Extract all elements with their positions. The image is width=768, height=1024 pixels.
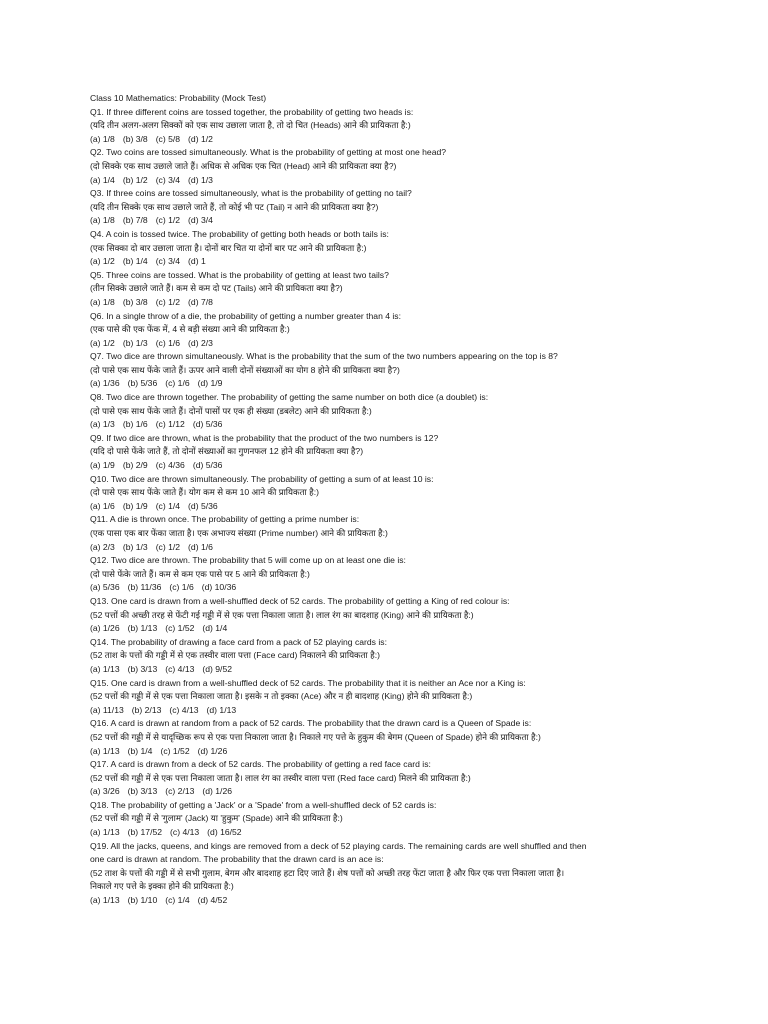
option-b: (b) 1/3 xyxy=(122,541,148,552)
option-c: (c) 1/6 xyxy=(155,337,181,348)
question-1 xyxy=(90,106,690,147)
option-b: (b) 3/8 xyxy=(122,296,148,307)
option-b: (b) 1/9 xyxy=(122,500,148,511)
answer-options xyxy=(90,377,690,391)
option-a: (a) 2/3 xyxy=(90,541,115,552)
option-b: (b) 11/36 xyxy=(127,582,162,593)
answer-options xyxy=(90,418,690,432)
option-a: (a) 1/8 xyxy=(90,133,115,144)
question-14 xyxy=(90,636,690,677)
option-a: (a) 1/8 xyxy=(90,215,115,226)
hindi-translation: (दो पासे एक साथ फेंके जाते हैं। योग कम से कम 10 आने की प्रायिकता है:) xyxy=(90,487,319,498)
option-a: (a) 1/6 xyxy=(90,500,115,511)
option-d: (d) 1/26 xyxy=(202,786,233,797)
question-text: Q18. The probability of getting a 'Jack' or a 'Spade' from a well-shuffled deck of 52 cards is: xyxy=(90,799,437,810)
question-5 xyxy=(90,269,690,310)
option-d: (d) 9/52 xyxy=(202,663,233,674)
option-b: (b) 1/4 xyxy=(127,745,153,756)
question-2 xyxy=(90,146,690,187)
option-b: (b) 7/8 xyxy=(122,215,148,226)
option-a: (a) 1/13 xyxy=(90,827,120,838)
option-d: (d) 16/52 xyxy=(207,827,242,838)
hindi-translation: (एक सिक्का दो बार उछाला जाता है। दोनों बार चित या दोनों बार पट आने की प्रायिकता है:) xyxy=(90,242,367,253)
question-text: Q17. A card is drawn from a deck of 52 cards. The probability of getting a red face card is: xyxy=(90,759,431,770)
answer-options xyxy=(90,174,690,188)
question-text-line-2: one card is drawn at random. The probability that the drawn card is an ace is: xyxy=(90,854,384,865)
answer-options xyxy=(90,745,690,759)
option-d: (d) 1/26 xyxy=(197,745,228,756)
answer-options xyxy=(90,663,690,677)
option-b: (b) 2/13 xyxy=(131,704,162,715)
hindi-translation: (यदि दो पासे फेंके जाते हैं, तो दोनों संख्याओं का गुणनफल 12 होने की प्रायिकता क्या है?) xyxy=(90,446,364,457)
option-b: (b) 3/8 xyxy=(122,133,148,144)
hindi-translation: (52 पत्तों की गड्डी में से एक पत्ता निकाला जाता है। लाल रंग का तस्वीर वाला पत्ता (Red face card) मिलने की प्रायिकता है:) xyxy=(90,772,471,783)
question-17 xyxy=(90,758,690,799)
option-a: (a) 1/2 xyxy=(90,337,115,348)
option-a: (a) 3/26 xyxy=(90,786,120,797)
option-b: (b) 1/13 xyxy=(127,623,158,634)
option-c: (c) 4/13 xyxy=(169,704,199,715)
hindi-translation: (तीन सिक्के उछाले जाते हैं। कम से कम दो पट (Tails) आने की प्रायिकता क्या है?) xyxy=(90,283,343,294)
option-a: (a) 1/13 xyxy=(90,663,120,674)
answer-options xyxy=(90,459,690,473)
option-b: (b) 17/52 xyxy=(127,827,163,838)
option-c: (c) 5/8 xyxy=(155,133,181,144)
option-c: (c) 4/13 xyxy=(165,663,195,674)
option-d: (d) 5/36 xyxy=(188,500,218,511)
option-a: (a) 1/8 xyxy=(90,296,115,307)
option-d: (d) 7/8 xyxy=(188,296,213,307)
option-a: (a) 1/36 xyxy=(90,378,120,389)
hindi-translation: (52 ताश के पत्तों की गड्डी में से एक तस्वीर वाला पत्ता (Face card) निकालने की प्रायिकता है:) xyxy=(90,650,380,661)
hindi-translation: (दो पासे एक साथ फेंके जाते हैं। दोनों पासों पर एक ही संख्या (डबलेट) आने की प्रायिकता है:) xyxy=(90,405,372,416)
question-8 xyxy=(90,391,690,432)
option-b: (b) 1/4 xyxy=(122,256,148,267)
answer-options xyxy=(90,296,690,310)
question-19 xyxy=(90,840,690,908)
hindi-translation-line-1: (52 ताश के पत्तों की गड्डी में से सभी गुलाम, बेगम और बादशाह हटा दिए जाते हैं। शेष पत्तों को अच्छी तरह फेंटा जाता है और फिर एक पत्ता निकाला जाता है। xyxy=(90,867,565,878)
question-text: Q12. Two dice are thrown. The probability that 5 will come up on at least one die is: xyxy=(90,555,406,566)
question-13 xyxy=(90,595,690,636)
option-c: (c) 1/4 xyxy=(155,500,181,511)
worksheet-page xyxy=(90,92,690,908)
option-a: (a) 1/26 xyxy=(90,623,120,634)
question-text: Q14. The probability of drawing a face card from a pack of 52 playing cards is: xyxy=(90,636,387,647)
question-text: Q7. Two dice are thrown simultaneously. What is the probability that the sum of the two numbers appearing on the top is 8? xyxy=(90,351,558,362)
option-d: (d) 1/13 xyxy=(206,704,237,715)
answer-options xyxy=(90,214,690,228)
option-a: (a) 1/13 xyxy=(90,895,120,906)
hindi-translation: (दो पासे एक साथ फेंके जाते हैं। ऊपर आने वाली दोनों संख्याओं का योग 8 होने की प्रायिकता क्या है?) xyxy=(90,364,400,375)
option-a: (a) 1/4 xyxy=(90,174,115,185)
question-3 xyxy=(90,187,690,228)
option-a: (a) 1/9 xyxy=(90,460,115,471)
option-c: (c) 1/2 xyxy=(155,541,181,552)
question-18 xyxy=(90,799,690,840)
hindi-translation: (दो पासे फेंके जाते हैं। कम से कम एक पासे पर 5 आने की प्रायिकता है:) xyxy=(90,568,310,579)
option-b: (b) 1/10 xyxy=(127,895,158,906)
option-d: (d) 1/4 xyxy=(202,623,228,634)
option-c: (c) 1/6 xyxy=(169,582,194,593)
option-d: (d) 5/36 xyxy=(192,419,223,430)
answer-options xyxy=(90,133,690,147)
option-c: (c) 1/12 xyxy=(155,419,185,430)
answer-options xyxy=(90,785,690,799)
answer-options xyxy=(90,500,690,514)
option-c: (c) 1/2 xyxy=(155,296,181,307)
option-d: (d) 3/4 xyxy=(188,215,213,226)
option-c: (c) 3/4 xyxy=(155,174,181,185)
option-c: (c) 1/2 xyxy=(155,215,181,226)
question-text: Q13. One card is drawn from a well-shuffled deck of 52 cards. The probability of getting a King of red colour is: xyxy=(90,595,510,606)
option-d: (d) 2/3 xyxy=(188,337,213,348)
question-text: Q16. A card is drawn at random from a pack of 52 cards. The probability that the drawn card is a Queen of Spade is: xyxy=(90,718,532,729)
page-title: Class 10 Mathematics: Probability (Mock Test) xyxy=(90,93,267,103)
question-text: Q5. Three coins are tossed. What is the probability of getting at least two tails? xyxy=(90,269,389,280)
hindi-translation-line-2: निकाले गए पत्ते के इक्का होने की प्रायिकता है:) xyxy=(90,881,234,892)
option-d: (d) 1/9 xyxy=(197,378,223,389)
option-a: (a) 1/3 xyxy=(90,419,115,430)
option-d: (d) 1/6 xyxy=(188,541,213,552)
question-text: Q15. One card is drawn from a well-shuffled deck of 52 cards. The probability that it is neither an Ace nor a King is: xyxy=(90,677,526,688)
hindi-translation: (52 पत्तों की गड्डी में से एक पत्ता निकाला जाता है। इसके न तो इक्का (Ace) और न ही बादशाह (King) होने की प्रायिकता है:) xyxy=(90,691,473,702)
option-b: (b) 3/13 xyxy=(127,786,158,797)
question-15 xyxy=(90,677,690,718)
option-b: (b) 3/13 xyxy=(127,663,158,674)
answer-options xyxy=(90,826,690,840)
option-a: (a) 1/2 xyxy=(90,256,115,267)
answer-options xyxy=(90,337,690,351)
option-c: (c) 3/4 xyxy=(155,256,181,267)
question-12 xyxy=(90,554,690,595)
option-c: (c) 1/52 xyxy=(165,623,195,634)
question-10 xyxy=(90,473,690,514)
hindi-translation: (यदि तीन सिक्के एक साथ उछाले जाते हैं, तो कोई भी पट (Tail) न आने की प्रायिकता क्या है?) xyxy=(90,201,379,212)
question-text: Q4. A coin is tossed twice. The probability of getting both heads or both tails is: xyxy=(90,228,389,239)
answer-options xyxy=(90,894,690,908)
question-11 xyxy=(90,513,690,554)
question-text: Q8. Two dice are thrown together. The probability of getting the same number on both dice (a doublet) is: xyxy=(90,392,489,403)
option-a: (a) 11/13 xyxy=(90,704,124,715)
question-7 xyxy=(90,350,690,391)
option-b: (b) 1/2 xyxy=(122,174,148,185)
option-c: (c) 4/13 xyxy=(170,827,200,838)
option-c: (c) 2/13 xyxy=(165,786,195,797)
option-d: (d) 10/36 xyxy=(201,582,237,593)
answer-options xyxy=(90,704,690,718)
answer-options xyxy=(90,622,690,636)
answer-options xyxy=(90,255,690,269)
option-b: (b) 5/36 xyxy=(127,378,158,389)
option-d: (d) 1/3 xyxy=(188,174,213,185)
option-d: (d) 5/36 xyxy=(192,460,223,471)
option-c: (c) 1/52 xyxy=(160,745,190,756)
option-c: (c) 1/6 xyxy=(165,378,190,389)
question-list xyxy=(90,106,690,840)
question-text: Q9. If two dice are thrown, what is the probability that the product of the two numbers is 12? xyxy=(90,432,439,443)
question-4 xyxy=(90,228,690,269)
hindi-translation: (52 पत्तों की अच्छी तरह से फेंटी गई गड्डी में से एक पत्ता निकाला जाता है। लाल रंग का बादशाह (King) आने की प्रायिकता है:) xyxy=(90,609,474,620)
question-text: Q10. Two dice are thrown simultaneously. The probability of getting a sum of at least 10 is: xyxy=(90,473,434,484)
question-text: Q6. In a single throw of a die, the probability of getting a number greater than 4 is: xyxy=(90,310,401,321)
option-a: (a) 5/36 xyxy=(90,582,120,593)
option-b: (b) 1/6 xyxy=(122,419,148,430)
question-text: Q11. A die is thrown once. The probability of getting a prime number is: xyxy=(90,514,360,525)
option-a: (a) 1/13 xyxy=(90,745,120,756)
hindi-translation: (एक पासा एक बार फेंका जाता है। एक अभाज्य संख्या (Prime number) आने की प्रायिकता है:) xyxy=(90,528,388,538)
question-6 xyxy=(90,310,690,351)
option-d: (d) 1 xyxy=(188,256,206,267)
answer-options xyxy=(90,541,690,555)
question-16 xyxy=(90,717,690,758)
question-text-line-1: Q19. All the jacks, queens, and kings are removed from a deck of 52 playing cards. The remaining cards are well shuffled and then xyxy=(90,840,587,851)
hindi-translation: (52 पत्तों की गड्डी में से यादृच्छिक रूप से एक पत्ता निकाला जाता है। निकाले गए पत्ते के हुकुम की बेगम (Queen of Spade) होने की प्रायिकता है:) xyxy=(90,731,541,742)
answer-options xyxy=(90,581,690,595)
hindi-translation: (52 पत्तों की गड्डी में से 'गुलाम' (Jack) या 'हुकुम' (Spade) आने की प्रायिकता है:) xyxy=(90,813,343,824)
question-9 xyxy=(90,432,690,473)
question-text: Q3. If three coins are tossed simultaneously, what is the probability of getting no tail? xyxy=(90,188,412,199)
option-b: (b) 1/3 xyxy=(122,337,148,348)
hindi-translation: (दो सिक्के एक साथ उछाले जाते हैं। अधिक से अधिक एक चित (Head) आने की प्रायिकता क्या है?) xyxy=(90,160,397,171)
hindi-translation: (एक पासे की एक फेंक में, 4 से बड़ी संख्या आने की प्रायिकता है:) xyxy=(90,324,290,335)
option-d: (d) 4/52 xyxy=(197,895,228,906)
question-text: Q2. Two coins are tossed simultaneously. What is the probability of getting at most one head? xyxy=(90,147,447,158)
option-d: (d) 1/2 xyxy=(188,133,213,144)
hindi-translation: (यदि तीन अलग-अलग सिक्कों को एक साथ उछाला जाता है, तो दो चित (Heads) आने की प्रायिकता है:) xyxy=(90,120,411,131)
option-b: (b) 2/9 xyxy=(122,460,148,471)
option-c: (c) 4/36 xyxy=(155,460,185,471)
question-text: Q1. If three different coins are tossed together, the probability of getting two heads is: xyxy=(90,106,414,117)
option-c: (c) 1/4 xyxy=(165,895,190,906)
